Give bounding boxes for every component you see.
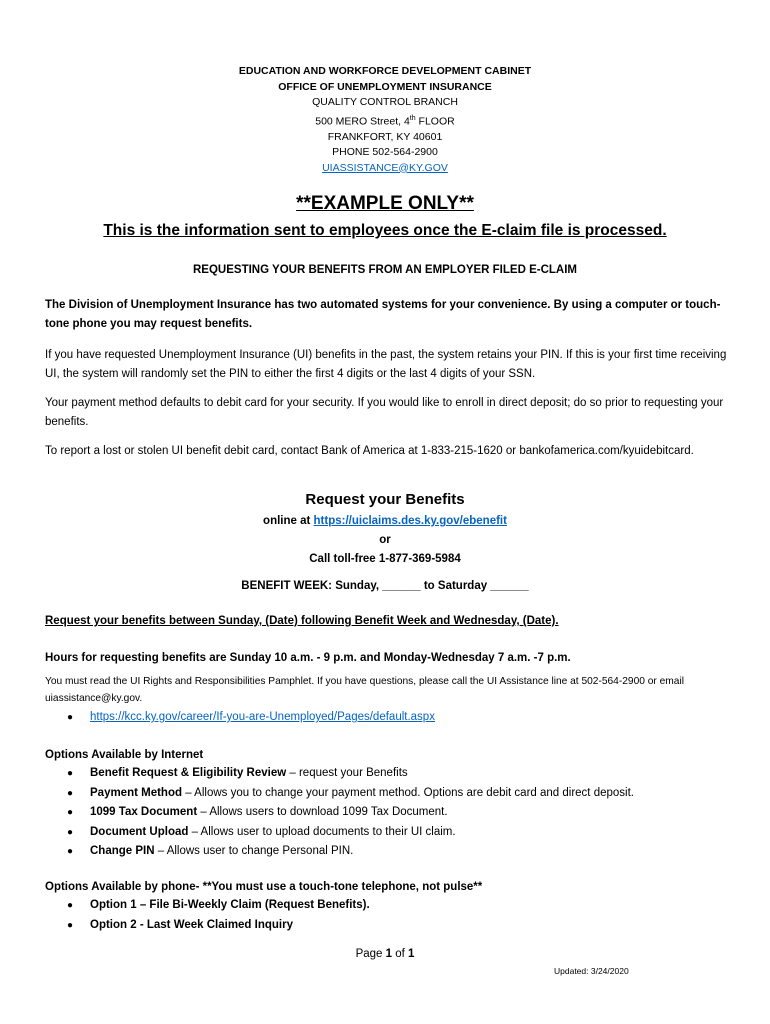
page-current: 1 <box>385 948 393 960</box>
rights-link-list <box>45 708 735 728</box>
internet-heading: Options Available by Internet <box>45 749 204 761</box>
request-online <box>0 515 770 527</box>
list-item <box>45 823 745 843</box>
subtitle: This is the information sent to employees once the E-claim file is processed. <box>103 222 667 239</box>
benefit-week: BENEFIT WEEK: Sunday, ______ to Saturday ______ <box>241 580 529 592</box>
option-desc: – Allows you to change your payment method. Options are debit card and direct deposit. <box>182 786 634 799</box>
bullet-icon: ● <box>67 919 74 931</box>
request-or: or <box>379 534 391 546</box>
option-desc: – request your Benefits <box>286 767 408 779</box>
list-item <box>45 916 735 936</box>
list-item <box>45 803 745 823</box>
option-name: Document Upload <box>90 825 189 838</box>
page-of: of <box>392 948 409 960</box>
option-name: Benefit Request & Eligibility Review <box>90 767 287 779</box>
example-title: **EXAMPLE ONLY** <box>296 193 474 214</box>
page-number <box>0 948 770 960</box>
bullet-icon: ● <box>67 807 74 818</box>
phone-heading: Options Available by phone- **You must use a touch-tone telephone, not pulse** <box>45 881 483 893</box>
phone-options-list <box>45 896 735 935</box>
updated-date: Updated: 3/24/2020 <box>554 966 629 976</box>
lost-card-paragraph: To report a lost or stolen UI benefit debit card, contact Bank of America at 1-833-215-1620 or bankofamerica.com/kyuidebitcard. <box>45 445 694 457</box>
header-branch: QUALITY CONTROL BRANCH <box>312 96 458 108</box>
request-call: Call toll-free 1-877-369-5984 <box>309 553 461 565</box>
bullet-icon: ● <box>67 768 74 779</box>
phone-option: Option 1 – File Bi-Weekly Claim (Request Benefits). <box>90 899 370 911</box>
header-email-link[interactable]: UIASSISTANCE@KY.GOV <box>322 161 448 174</box>
option-desc: – Allows user to upload documents to their UI claim. <box>188 825 456 838</box>
header-phone: PHONE 502-564-2900 <box>332 146 438 158</box>
online-prefix: online at <box>263 515 314 527</box>
internet-options-list <box>45 764 745 862</box>
address-floor: FLOOR <box>415 115 455 127</box>
option-name: 1099 Tax Document <box>90 806 198 818</box>
option-desc: – Allows users to download 1099 Tax Document. <box>197 806 448 818</box>
phone-option: Option 2 - Last Week Claimed Inquiry <box>90 918 293 931</box>
request-title: Request your Benefits <box>305 491 465 508</box>
intro-paragraph: The Division of Unemployment Insurance has two automated systems for your convenience. By using a computer or touch-tone phone you may request benefits. <box>45 299 721 330</box>
list-item <box>45 784 745 804</box>
option-name: Payment Method <box>90 786 183 799</box>
header-block <box>0 64 770 176</box>
page-total: 1 <box>408 948 415 960</box>
address-street: 500 MERO Street, 4 <box>315 115 410 127</box>
request-window: Request your benefits between Sunday, (Date) following Benefit Week and Wednesday, (Date). <box>45 615 559 627</box>
page-prefix: Page <box>355 948 386 960</box>
list-item <box>45 708 735 728</box>
bullet-icon: ● <box>67 787 74 799</box>
rights-paragraph: You must read the UI Rights and Responsibilities Pamphlet. If you have questions, please call the UI Assistance line at 502-564-2900 or email uiassistance@ky.gov. <box>45 676 684 704</box>
bullet-icon: ● <box>67 846 74 857</box>
list-item <box>45 896 735 916</box>
ebenefit-link[interactable]: https://uiclaims.des.ky.gov/ebenefit <box>313 515 507 527</box>
pin-paragraph: If you have requested Unemployment Insurance (UI) benefits in the past, the system retains your PIN. If this is your first time receiving UI, the system will randomly set the PIN to either the first 4 digits or the last 4 digits of your SSN. <box>45 349 727 380</box>
bullet-icon: ● <box>67 712 74 723</box>
bullet-icon: ● <box>67 826 74 838</box>
header-city: FRANKFORT, KY 40601 <box>327 130 443 143</box>
header-cabinet: EDUCATION AND WORKFORCE DEVELOPMENT CABINET <box>238 65 532 77</box>
address-sup: th <box>409 114 416 122</box>
list-item <box>45 764 745 784</box>
section-heading: REQUESTING YOUR BENEFITS FROM AN EMPLOYER FILED E-CLAIM <box>193 264 577 276</box>
list-item <box>45 842 745 862</box>
header-office: OFFICE OF UNEMPLOYMENT INSURANCE <box>278 80 492 93</box>
header-address <box>0 111 770 130</box>
hours-line: Hours for requesting benefits are Sunday 10 a.m. - 9 p.m. and Monday-Wednesday 7 a.m. -7 p.m. <box>45 652 571 664</box>
option-name: Change PIN <box>90 845 155 857</box>
option-desc: – Allows user to change Personal PIN. <box>154 845 354 857</box>
payment-paragraph: Your payment method defaults to debit card for your security. If you would like to enroll in direct deposit; do so prior to requesting your benefits. <box>45 397 724 428</box>
rights-link[interactable]: https://kcc.ky.gov/career/If-you-are-Unemployed/Pages/default.aspx <box>90 711 435 723</box>
bullet-icon: ● <box>67 900 74 911</box>
